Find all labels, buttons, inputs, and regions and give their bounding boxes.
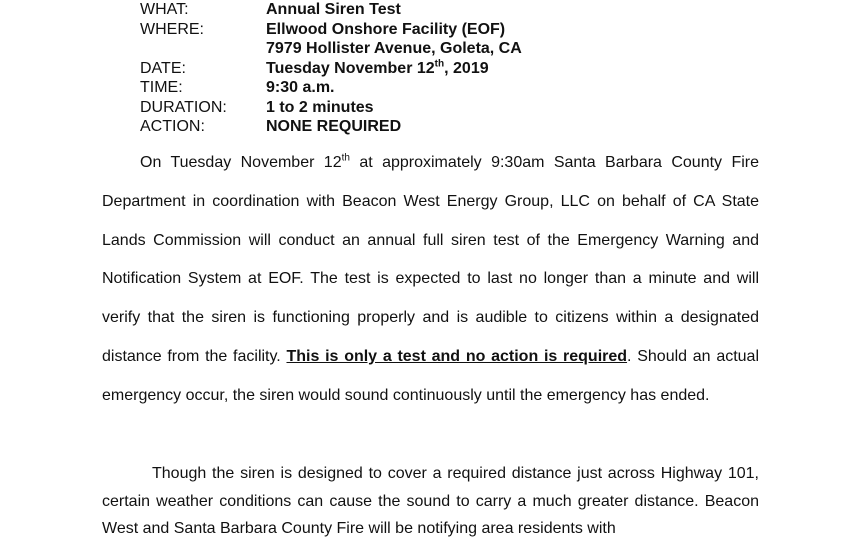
where-label: WHERE: xyxy=(140,20,204,38)
where-value: Ellwood Onshore Facility (EOF) xyxy=(266,20,506,38)
body-paragraph-2: Though the siren is designed to cover a required distance just across Highway 101, certain weather conditions can cause the sound to carry a much greater distance. Beacon West and Santa Barbara County Fire will be notifying area residents with xyxy=(102,465,759,537)
duration-label: DURATION: xyxy=(140,98,227,116)
date-value-main: Tuesday November 12 xyxy=(266,59,435,77)
p1-end: . Should an actual emergency occur, the siren would sound continuously until the emergency has ended. xyxy=(102,347,760,404)
p1-date-suffix: th xyxy=(341,152,350,164)
body-paragraph-1 xyxy=(102,144,759,416)
duration-value: 1 to 2 minutes xyxy=(266,98,374,116)
test-only-notice: This is only a test and no action is required xyxy=(286,347,628,365)
what-value: Annual Siren Test xyxy=(266,1,401,18)
action-value: NONE REQUIRED xyxy=(266,118,402,135)
header-row-address xyxy=(140,39,522,59)
header-row-duration xyxy=(140,98,522,118)
address-label xyxy=(140,39,266,59)
date-value-year: , 2019 xyxy=(444,59,489,77)
header-row-time xyxy=(140,78,522,98)
p1-main: at approximately 9:30am Santa Barbara County Fire Department in coordination with Beacon West Energy Group, LLC on behalf of CA State Lands Commission will conduct an annual full siren test of the Emergency Warning and Notification System at EOF. The test is expected to last no longer than a minute and will verify that the siren is functioning properly and is audible to citizens within a designated distance from the facility. xyxy=(102,154,759,365)
address-value: 7979 Hollister Avenue, Goleta, CA xyxy=(266,40,522,57)
header-row-date xyxy=(140,59,522,79)
notice-body xyxy=(102,144,760,537)
action-label: ACTION: xyxy=(140,118,205,135)
time-label: TIME: xyxy=(140,79,183,96)
time-value: 9:30 a.m. xyxy=(266,79,335,96)
header-row-action xyxy=(140,117,522,137)
header-row-where xyxy=(140,20,522,40)
what-label: WHAT: xyxy=(140,1,189,18)
date-value xyxy=(266,59,522,79)
date-label: DATE: xyxy=(140,59,186,77)
notice-header xyxy=(140,0,522,137)
date-value-suffix: th xyxy=(434,58,445,70)
header-row-what xyxy=(140,0,522,20)
p1-intro: On Tuesday November 12 xyxy=(140,154,342,171)
